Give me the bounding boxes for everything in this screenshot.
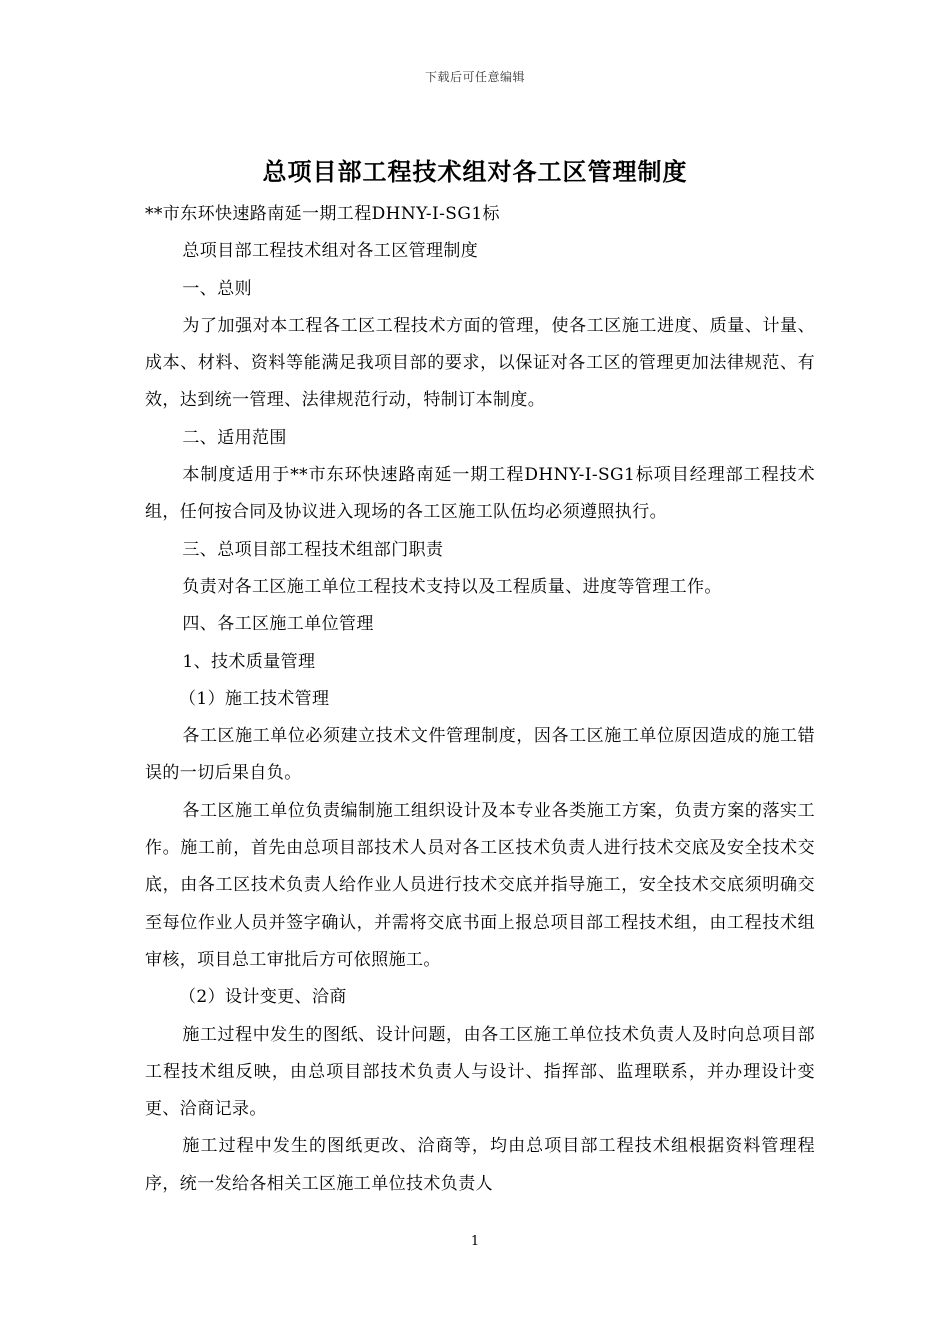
section-heading-duties: 三、总项目部工程技术组部门职责 [182,539,444,560]
section-heading-management: 四、各工区施工单位管理 [182,614,374,635]
section-heading-general: 一、总则 [182,278,252,299]
project-subtitle: **市东环快速路南延一期工程DHNY-I-SG1标 [145,204,500,224]
item-heading-tech-mgmt: （1）施工技术管理 [179,688,330,709]
subsection-heading-quality: 1、技术质量管理 [182,651,316,672]
paragraph-tech-docs: 各工区施工单位必须建立技术文件管理制度，因各工区施工单位原因造成的施工错误的一切后果自负。 [145,726,815,784]
page-number: 1 [470,1234,480,1249]
item-heading-design-change: （2）设计变更、洽商 [179,987,347,1008]
document-title: 总项目部工程技术组对各工区管理制度 [262,157,688,186]
document-body [145,196,815,1203]
header-note: 下载后可任意编辑 [424,70,525,84]
paragraph-duties: 负责对各工区施工单位工程技术支持以及工程质量、进度等管理工作。 [182,576,722,597]
paragraph-general: 为了加强对本工程各工区工程技术方面的管理，使各工区施工进度、质量、计量、成本、材料、资料等能满足我项目部的要求，以保证对各工区的管理更加法律规范、有效，达到统一管理、法律规范行动，特制订本制度。 [145,315,815,411]
paragraph-construction-plan: 各工区施工单位负责编制施工组织设计及本专业各类施工方案，负责方案的落实工作。施工前，首先由总项目部技术人员对各工区技术负责人进行技术交底及安全技术交底，由各工区技术负责人给作业人员进行技术交底并指导施工，安全技术交底须明确交至每位作业人员并签字确认，并需将交底书面上报总项目部工程技术组，由工程技术组审核，项目总工审批后方可依照施工。 [145,800,815,970]
paragraph-design-issues: 施工过程中发生的图纸、设计问题，由各工区施工单位技术负责人及时向总项目部工程技术组反映，由总项目部技术负责人与设计、指挥部、监理联系，并办理设计变更、洽商记录。 [145,1024,815,1120]
paragraph-scope: 本制度适用于**市东环快速路南延一期工程DHNY-I-SG1标项目经理部工程技术组，任何按合同及协议进入现场的各工区施工队伍均必须遵照执行。 [145,465,815,523]
section-heading-scope: 二、适用范围 [182,427,287,448]
paragraph-drawing-changes: 施工过程中发生的图纸更改、洽商等，均由总项目部工程技术组根据资料管理程序，统一发给各相关工区施工单位技术负责人 [145,1136,815,1194]
doc-heading-repeat: 总项目部工程技术组对各工区管理制度 [182,241,479,262]
